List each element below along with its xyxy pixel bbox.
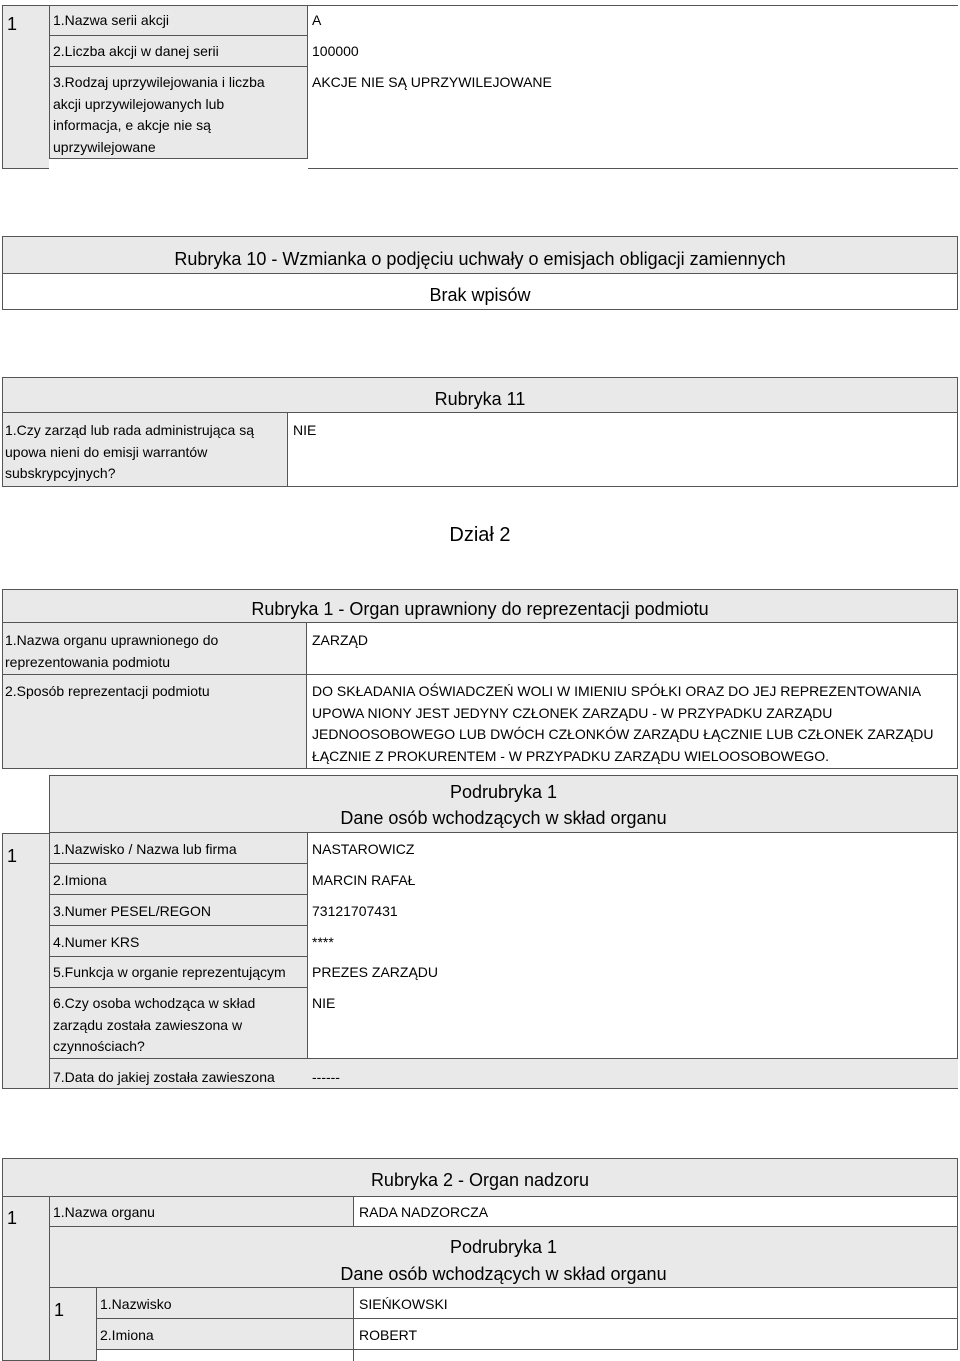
person-pesel-value: 73121707431 [312, 903, 398, 919]
rubryka10-title: Rubryka 10 - Wzmianka o podjęciu uchwały o emisjach obligacji zamiennych [174, 249, 786, 269]
member-index-cell [49, 1288, 96, 1361]
rubryka10-content: Brak wpisów [429, 285, 531, 305]
share-count-label: 2.Liczba akcji w danej serii [53, 43, 219, 59]
person-pesel-label: 3.Numer PESEL/REGON [53, 903, 211, 919]
podrubryka2-subtitle: Dane osób wchodzących w skład organu [340, 1264, 667, 1284]
share-count-value: 100000 [312, 43, 359, 59]
series-name-value: A [312, 12, 322, 28]
privilege-label: 3.Rodzaj uprzywilejowania i liczba akcji uprzywilejowanych lub informacja, e akcje nie są uprzywilejowane [53, 74, 265, 155]
top-index: 1 [7, 14, 18, 34]
organ-name-value: ZARZĄD [312, 632, 368, 648]
member-value-row-2 [354, 1319, 958, 1350]
person-suspension-date-value: ------ [312, 1069, 340, 1085]
representation-label: 2.Sposób reprezentacji podmiotu [5, 683, 210, 699]
rubryka2-title: Rubryka 2 - Organ nadzoru [370, 1170, 590, 1190]
person-surname-label: 1.Nazwisko / Nazwa lub firma [53, 841, 237, 857]
member-label-cell-3 [96, 1350, 354, 1361]
member-surname-label: 1.Nazwisko [100, 1296, 172, 1312]
person-krs-label: 4.Numer KRS [53, 934, 140, 950]
member-names-label: 2.Imiona [100, 1327, 154, 1343]
person-surname-value: NASTAROWICZ [312, 841, 415, 857]
warrants-question-label: 1.Czy zarząd lub rada administrująca są upowa nieni do emisji warrantów subskrypcyjnych? [5, 422, 255, 481]
member-names-value: ROBERT [359, 1327, 418, 1343]
person-suspension-date-label: 7.Data do jakiej została zawieszona [53, 1069, 275, 1085]
supervisory-organ-value: RADA NADZORCZA [359, 1204, 489, 1220]
supervisory-index: 1 [7, 1208, 18, 1228]
podrubryka1-subtitle: Dane osób wchodzących w skład organu [340, 808, 667, 828]
person-suspended-value: NIE [312, 995, 336, 1011]
member-surname-value: SIEŃKOWSKI [359, 1296, 448, 1312]
rubryka11-value-cell [288, 413, 958, 487]
person-names-label: 2.Imiona [53, 872, 107, 888]
person-suspended-label: 6.Czy osoba wchodząca w skład zarządu została zawieszona w czynnościach? [53, 995, 256, 1054]
organ-name-value-cell [307, 623, 958, 675]
member-index: 1 [54, 1300, 65, 1320]
person-index-cell [2, 833, 49, 1089]
warrants-question-value: NIE [293, 422, 317, 438]
person-function-value: PREZES ZARZĄDU [312, 964, 439, 980]
privilege-value: AKCJE NIE SĄ UPRZYWILEJOWANE [312, 74, 552, 90]
supervisory-organ-label: 1.Nazwa organu [53, 1204, 155, 1220]
person-names-value: MARCIN RAFAŁ [312, 872, 416, 888]
podrubryka1-title: Podrubryka 1 [449, 782, 558, 802]
organ-name-label: 1.Nazwa organu uprawnionego do reprezentowania podmiotu [5, 632, 219, 670]
representation-value: DO SKŁADANIA OŚWIADCZEŃ WOLI W IMIENIU SPÓŁKI ORAZ DO JEJ REPREZENTOWANIA UPOWA NIONY JEST JEDYNY CZŁONEK ZARZĄDU - W PRZYPADKU ZARZĄDU JEDNOOSOBOWEGO LUB DWÓCH CZŁONKÓW ZARZĄDU ŁĄCZNIE LUB CZŁONEK ZARZĄDU ŁĄCZNIE Z PROKURENTEM - W PRZYPADKU ZARZĄDU WIELOOSOBOWEGO. [312, 683, 934, 764]
person-krs-value: **** [312, 934, 334, 950]
dzial2-title: Dział 2 [449, 524, 511, 546]
person-index: 1 [7, 846, 18, 866]
podrubryka2-title: Podrubryka 1 [449, 1237, 558, 1257]
rubryka11-title: Rubryka 11 [434, 389, 526, 409]
person-value-frame [308, 833, 958, 1059]
series-name-label: 1.Nazwa serii akcji [53, 12, 169, 28]
person-function-label: 5.Funkcja w organie reprezentującym [53, 964, 286, 980]
rubryka1-title: Rubryka 1 - Organ uprawniony do reprezentacji podmiotu [251, 599, 709, 619]
